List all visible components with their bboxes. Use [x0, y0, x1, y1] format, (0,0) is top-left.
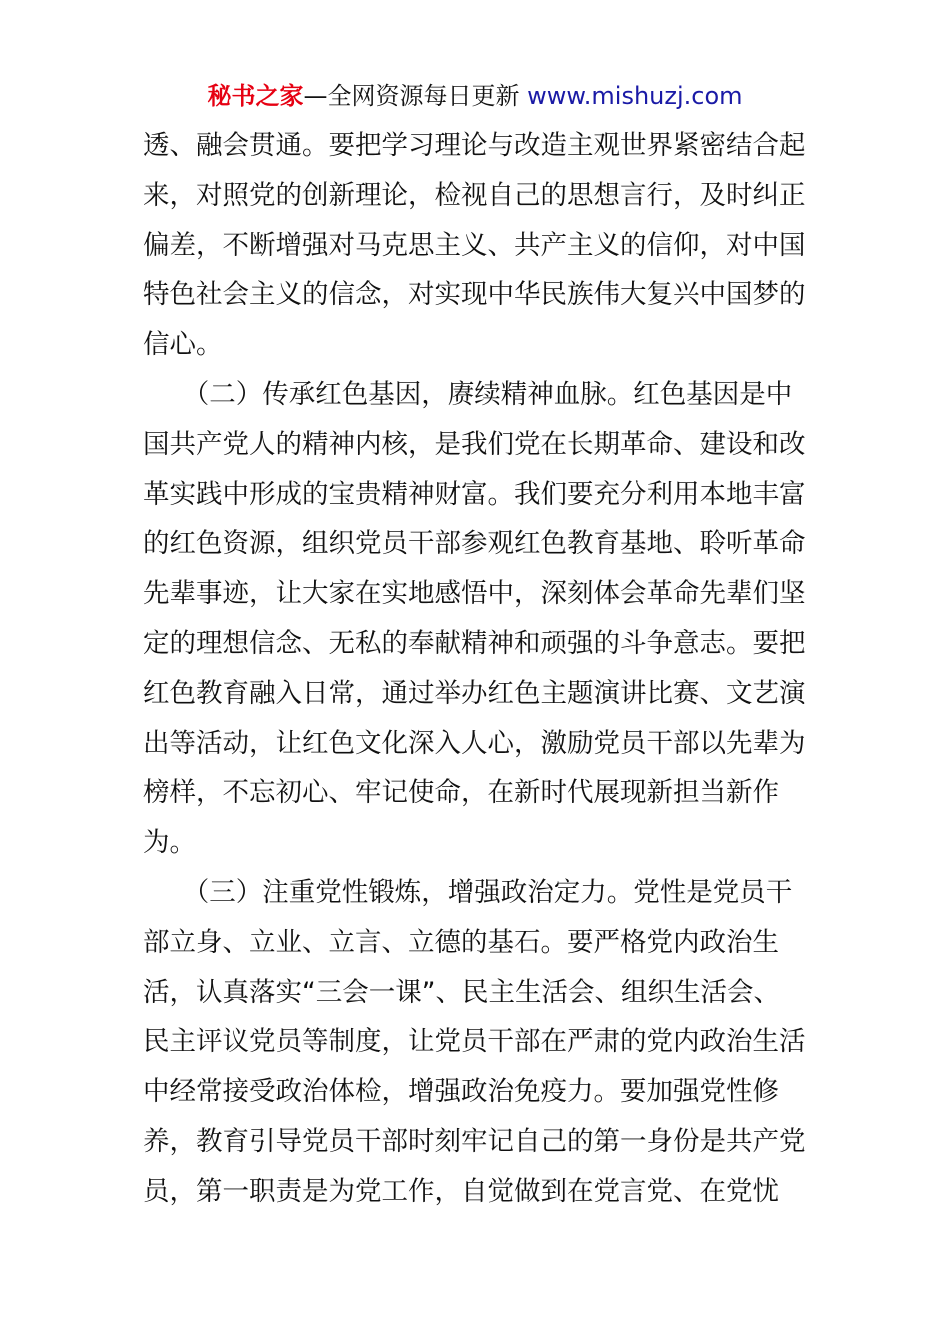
text-line: 的红色资源，组织党员干部参观红色教育基地、聆听革命 — [143, 528, 806, 560]
site-url[interactable]: www.mishuzj.com — [519, 82, 743, 110]
page-header — [0, 80, 950, 112]
text-line: 特色社会主义的信念，对实现中华民族伟大复兴中国梦的 — [143, 279, 806, 311]
text-line: 透、融会贯通。要把学习理论与改造主观世界紧密结合起 — [143, 130, 806, 161]
site-slogan: —全网资源每日更新 — [303, 82, 520, 110]
text-line: 活，认真落实“三会一课”、民主生活会、组织生活会、 — [143, 976, 780, 1008]
site-brand: 秘书之家 — [207, 82, 304, 110]
text-line: 养，教育引导党员干部时刻牢记自己的第一身份是共产党 — [143, 1125, 806, 1157]
text-line: （三）注重党性锻炼，增强政治定力。党性是党员干 — [143, 876, 793, 908]
text-line: 榜样，不忘初心、牢记使命，在新时代展现新担当新作 — [143, 777, 779, 809]
text-line: 偏差，不断增强对马克思主义、共产主义的信仰，对中国 — [143, 229, 806, 261]
text-line: 信心。 — [143, 329, 223, 361]
text-line: 员，第一职责是为党工作，自觉做到在党言党、在党忧 — [143, 1175, 779, 1207]
text-line: 中经常接受政治体检，增强政治免疫力。要加强党性修 — [143, 1076, 779, 1108]
text-line: 革实践中形成的宝贵精神财富。我们要充分利用本地丰富 — [143, 478, 806, 510]
text-line: 出等活动，让红色文化深入人心，激励党员干部以先辈为 — [143, 727, 806, 759]
text-line: 红色教育融入日常，通过举办红色主题演讲比赛、文艺演 — [143, 677, 806, 709]
text-line: 国共产党人的精神内核，是我们党在长期革命、建设和改 — [143, 428, 806, 460]
document-body — [143, 121, 807, 1217]
text-line: 民主评议党员等制度，让党员干部在严肃的党内政治生活 — [143, 1026, 806, 1058]
text-line: 来，对照党的创新理论，检视自己的思想言行，及时纠正 — [143, 179, 806, 211]
text-line: 部立身、立业、立言、立德的基石。要严格党内政治生 — [143, 926, 779, 958]
text-line: 先辈事迹，让大家在实地感悟中，深刻体会革命先辈们坚 — [143, 578, 806, 610]
text-line: 为。 — [143, 827, 196, 859]
text-line: 定的理想信念、无私的奉献精神和顽强的斗争意志。要把 — [143, 627, 806, 659]
text-line: （二）传承红色基因，赓续精神血脉。红色基因是中 — [143, 378, 793, 410]
